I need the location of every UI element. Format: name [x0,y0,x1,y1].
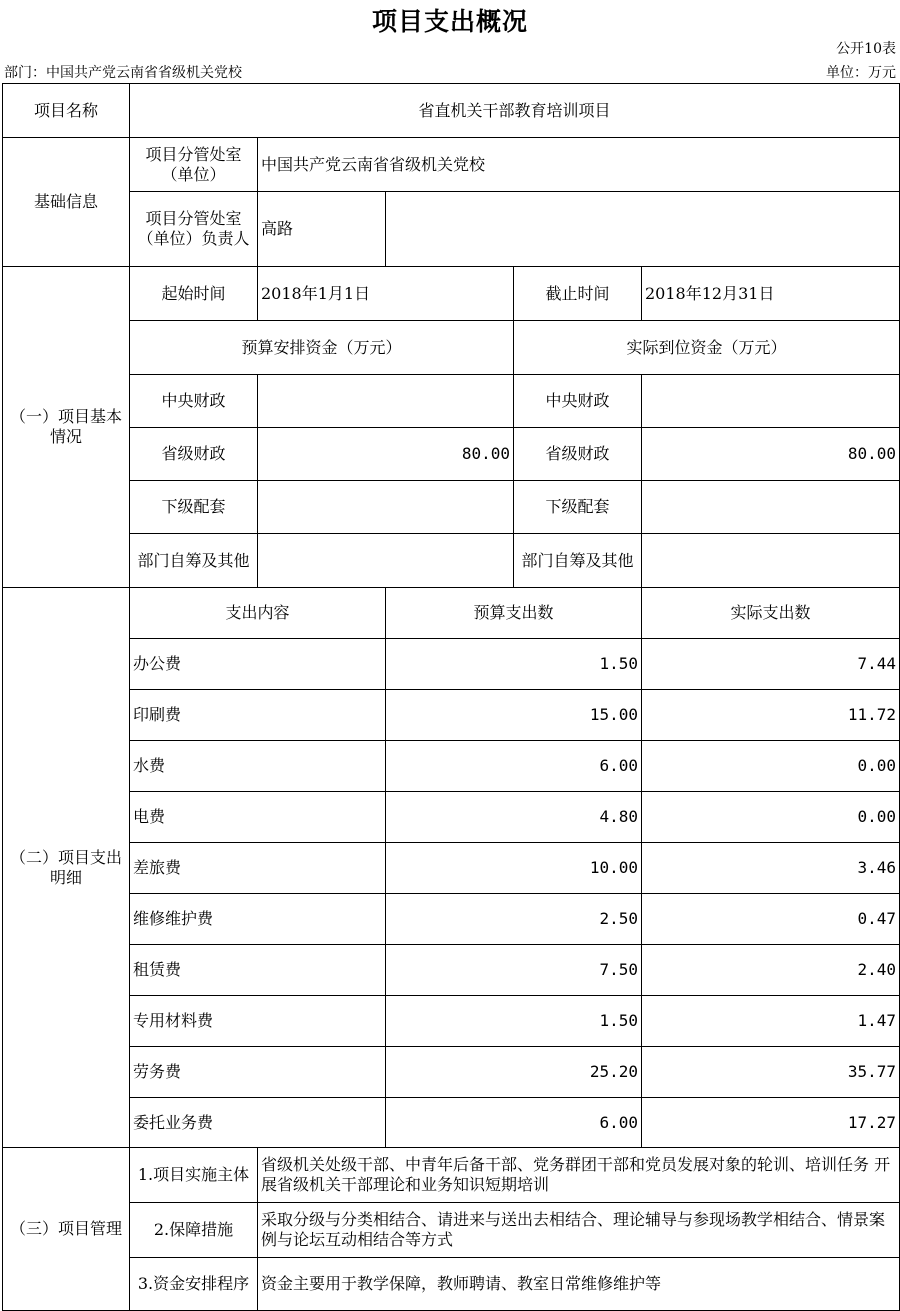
expense-budget: 15.00 [386,690,642,741]
management-value: 省级机关处级干部、中青年后备干部、党务群团干部和党员发展对象的轮训、培训任务 开展省级机关干部理论和业务知识短期培训 [258,1148,900,1203]
fund-actual: 80.00 [642,428,900,481]
expense-actual: 3.46 [642,843,900,894]
expense-item: 劳务费 [130,1047,386,1098]
expense-actual: 0.00 [642,741,900,792]
expense-row [3,843,900,894]
end-label: 截止时间 [514,267,642,321]
fund-actual [642,534,900,588]
office-value: 中国共产党云南省省级机关党校 [258,138,900,192]
expense-actual: 0.00 [642,792,900,843]
section1-label: （一）项目基本情况 [3,267,130,588]
expense-row [3,741,900,792]
expense-budget-header: 预算支出数 [386,588,642,639]
expense-row [3,945,900,996]
expense-actual: 2.40 [642,945,900,996]
expense-item: 电费 [130,792,386,843]
section3-label: （三）项目管理 [3,1148,130,1311]
expense-item: 印刷费 [130,690,386,741]
project-name-row [3,84,900,138]
fund-actual [642,481,900,534]
expense-actual: 17.27 [642,1098,900,1148]
expense-item: 维修维护费 [130,894,386,945]
leader-label: 项目分管处室（单位）负责人 [130,192,258,267]
expense-row [3,792,900,843]
expense-row [3,1098,900,1148]
expense-budget: 1.50 [386,996,642,1047]
fund-row [3,481,900,534]
expense-budget: 4.80 [386,792,642,843]
expense-row [3,894,900,945]
fund-label: 中央财政 [514,375,642,428]
management-row [3,1258,900,1311]
start-value: 2018年1月1日 [258,267,514,321]
expense-item: 水费 [130,741,386,792]
management-label: 3.资金安排程序 [130,1258,258,1311]
management-value: 采取分级与分类相结合、请进来与送出去相结合、理论辅导与参现场教学相结合、情景案例与论坛互动相结合等方式 [258,1203,900,1258]
fund-label: 下级配套 [130,481,258,534]
funds-header-row [3,321,900,375]
fund-budget [258,375,514,428]
fund-row [3,375,900,428]
expense-content-header: 支出内容 [130,588,386,639]
leader-value: 高路 [258,192,386,267]
project-expenditure-table [2,83,900,1311]
expense-budget: 6.00 [386,741,642,792]
expense-budget: 10.00 [386,843,642,894]
expense-budget: 2.50 [386,894,642,945]
expense-row [3,690,900,741]
end-value: 2018年12月31日 [642,267,900,321]
project-name-value: 省直机关干部教育培训项目 [130,84,900,138]
expense-actual: 11.72 [642,690,900,741]
budget-funds-header: 预算安排资金（万元） [130,321,514,375]
management-value: 资金主要用于教学保障，教师聘请、教室日常维修维护等 [258,1258,900,1311]
department-label: 部门：中国共产党云南省省级机关党校 [4,65,242,81]
fund-budget: 80.00 [258,428,514,481]
fund-budget [258,481,514,534]
expense-item: 租赁费 [130,945,386,996]
expense-actual: 1.47 [642,996,900,1047]
office-label: 项目分管处室（单位） [130,138,258,192]
fund-row [3,534,900,588]
page-title: 项目支出概况 [371,7,528,36]
expense-item: 专用材料费 [130,996,386,1047]
fund-actual [642,375,900,428]
expense-row [3,639,900,690]
period-row [3,267,900,321]
expense-budget: 7.50 [386,945,642,996]
expense-actual-header: 实际支出数 [642,588,900,639]
leader-row [3,192,900,267]
fund-label: 部门自筹及其他 [514,534,642,588]
expense-budget: 25.20 [386,1047,642,1098]
fund-label: 省级财政 [514,428,642,481]
form-number: 公开10表 [836,41,896,57]
section2-label: （二）项目支出明细 [3,588,130,1148]
expense-header-row [3,588,900,639]
leader-extra [386,192,900,267]
expense-item: 办公费 [130,639,386,690]
management-label: 1.项目实施主体 [130,1148,258,1203]
project-name-label: 项目名称 [3,84,130,138]
expense-budget: 6.00 [386,1098,642,1148]
expense-actual: 0.47 [642,894,900,945]
management-row [3,1148,900,1203]
expense-row [3,1047,900,1098]
start-label: 起始时间 [130,267,258,321]
basic-info-label: 基础信息 [3,138,130,267]
fund-budget [258,534,514,588]
management-label: 2.保障措施 [130,1203,258,1258]
actual-funds-header: 实际到位资金（万元） [514,321,900,375]
fund-label: 中央财政 [130,375,258,428]
expense-actual: 35.77 [642,1047,900,1098]
expense-row [3,996,900,1047]
unit-label: 单位：万元 [826,65,896,81]
fund-row [3,428,900,481]
fund-label: 省级财政 [130,428,258,481]
expense-item: 差旅费 [130,843,386,894]
management-row [3,1203,900,1258]
office-row [3,138,900,192]
fund-label: 部门自筹及其他 [130,534,258,588]
expense-item: 委托业务费 [130,1098,386,1148]
expense-budget: 1.50 [386,639,642,690]
fund-label: 下级配套 [514,481,642,534]
expense-actual: 7.44 [642,639,900,690]
